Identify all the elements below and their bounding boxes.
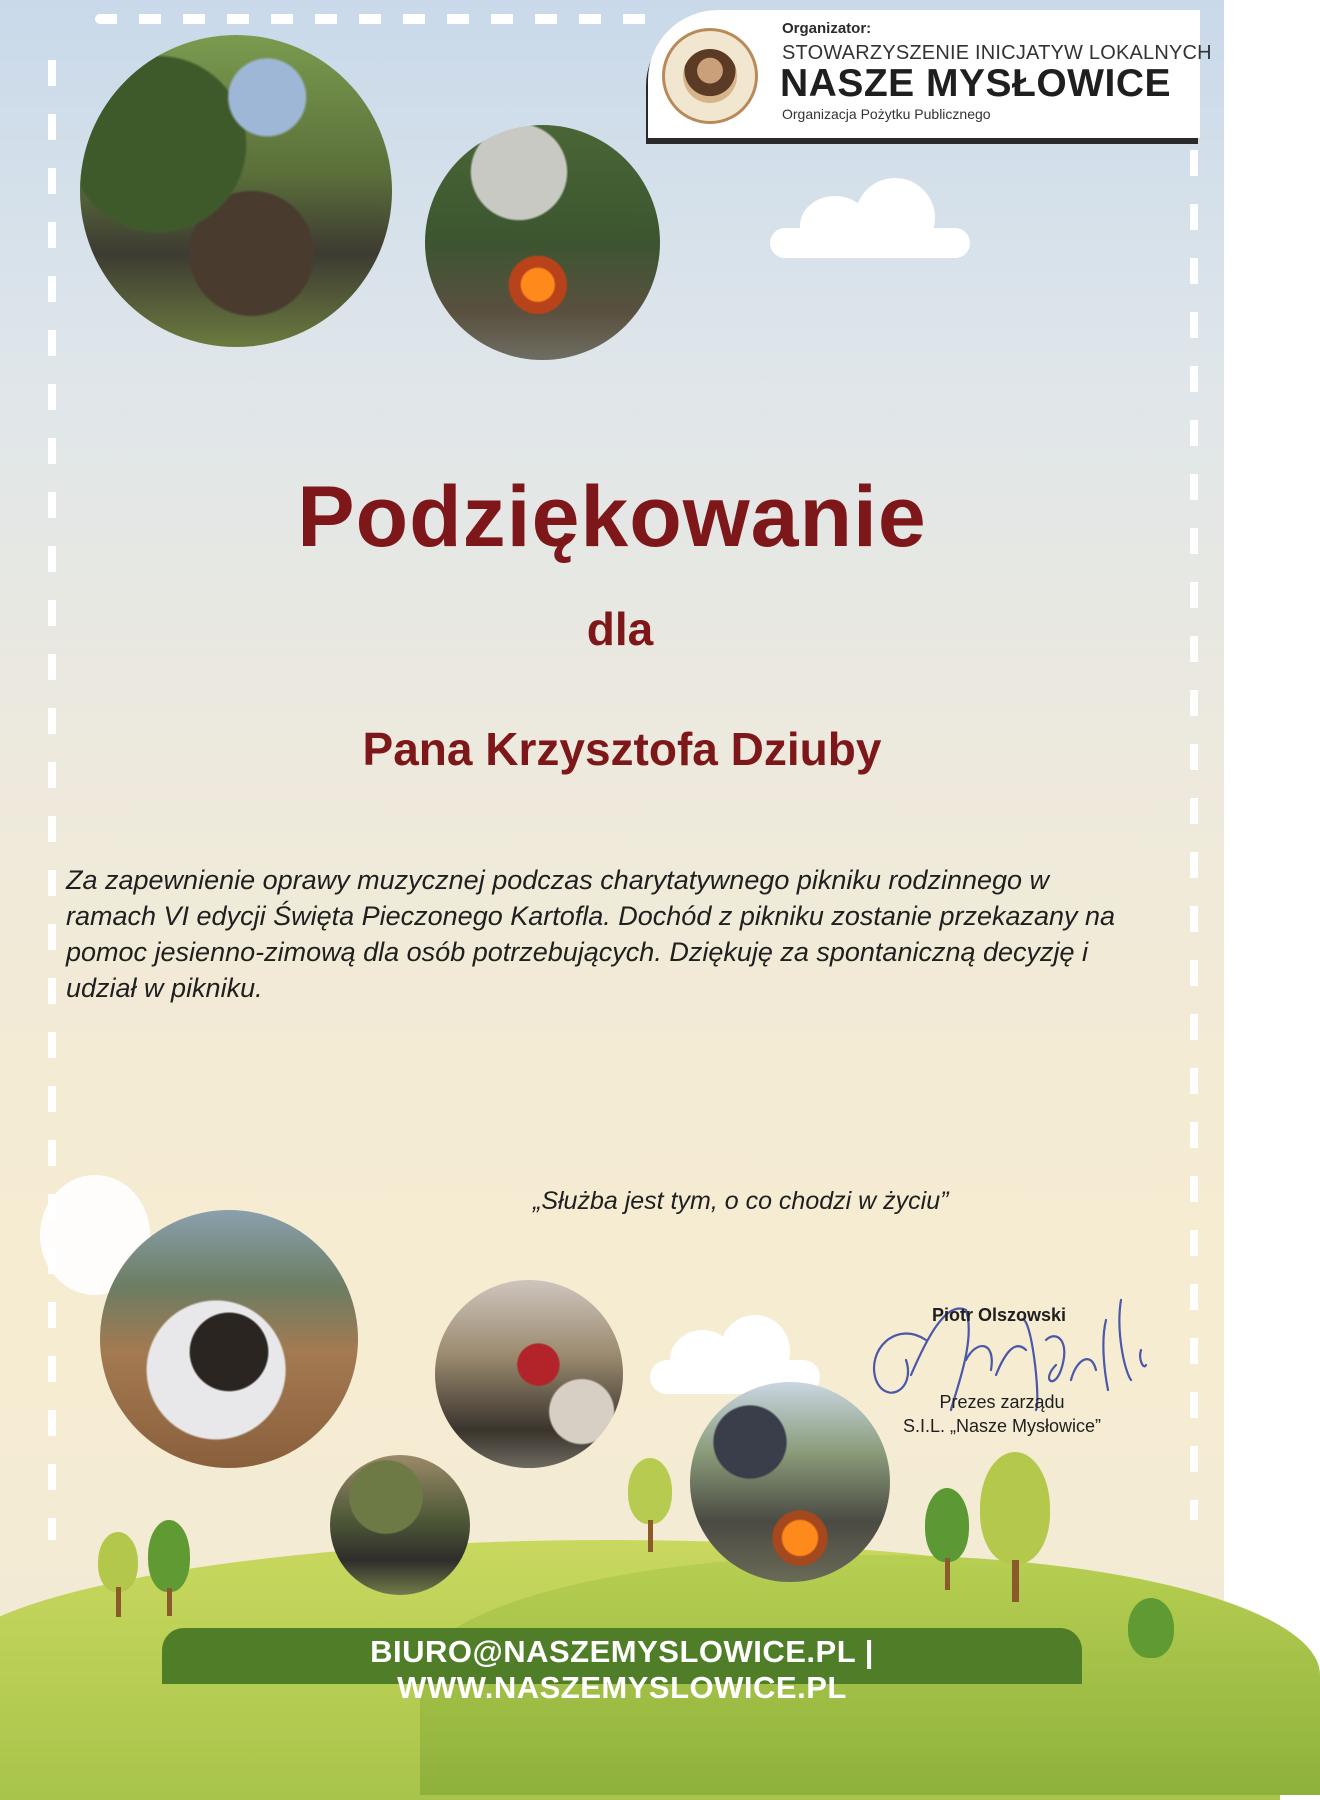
dashed-border-left	[48, 60, 56, 1540]
seal-portrait	[683, 49, 737, 103]
organizer-label: Organizator:	[782, 20, 872, 37]
event-photo-potatoes	[100, 1210, 358, 1468]
portrait-seal-icon	[662, 28, 758, 124]
recipient-name: Pana Krzysztofa Dziuby	[362, 723, 882, 775]
tree-trunk	[1012, 1560, 1019, 1602]
tree-trunk	[167, 1588, 172, 1616]
tree-trunk	[648, 1520, 653, 1552]
organization-name-line2: NASZE MYSŁOWICE	[780, 62, 1172, 105]
tree-crown	[925, 1488, 969, 1562]
tree-crown	[148, 1520, 190, 1592]
tree-crown	[628, 1458, 672, 1524]
dashed-border-right	[1190, 150, 1198, 1520]
event-photo-campfire	[690, 1382, 890, 1582]
certificate-body: Za zapewnienie oprawy muzycznej podczas charytatywnego pikniku rodzinnego w ramach VI edycji Święta Pieczonego Kartofla. Dochód z pikniku zostanie przekazany na pomoc jesienno-zimową dla osób potrzebujących. Dziękuję za spontaniczną decyzję i udział w pikniku.	[66, 865, 1116, 1003]
motto-quote: „Służba jest tym, o co chodzi w życiu”	[533, 1187, 949, 1215]
event-photo-group	[330, 1455, 470, 1595]
footer-contact: BIURO@NASZEMYSLOWICE.PL | WWW.NASZEMYSLOWICE.PL	[370, 1634, 874, 1705]
organization-subtitle: Organizacja Pożytku Publicznego	[782, 106, 991, 122]
certificate-title: Podziękowanie	[297, 469, 927, 565]
dashed-border-top	[95, 14, 655, 24]
tree-crown	[1128, 1598, 1174, 1658]
organization-name-line1: STOWARZYSZENIE INICJATYW LOKALNYCH	[782, 42, 1212, 64]
signatory-name: Piotr Olszowski	[932, 1305, 1067, 1325]
tree-trunk	[116, 1587, 121, 1617]
event-photo-picnic	[80, 35, 392, 347]
signatory-role-line1: Prezes zarządu	[939, 1392, 1065, 1412]
signatory-role-line2: S.I.L. „Nasze Mysłowice”	[902, 1416, 1102, 1436]
tree-trunk	[945, 1558, 950, 1590]
event-photo-firefighters	[435, 1280, 623, 1468]
cloud-decoration	[770, 228, 970, 258]
signatory-role	[897, 1390, 1107, 1438]
event-photo-bonfire	[425, 125, 660, 360]
tree-crown	[98, 1532, 138, 1592]
tree-crown	[980, 1452, 1050, 1564]
for-label: dla	[586, 603, 654, 655]
